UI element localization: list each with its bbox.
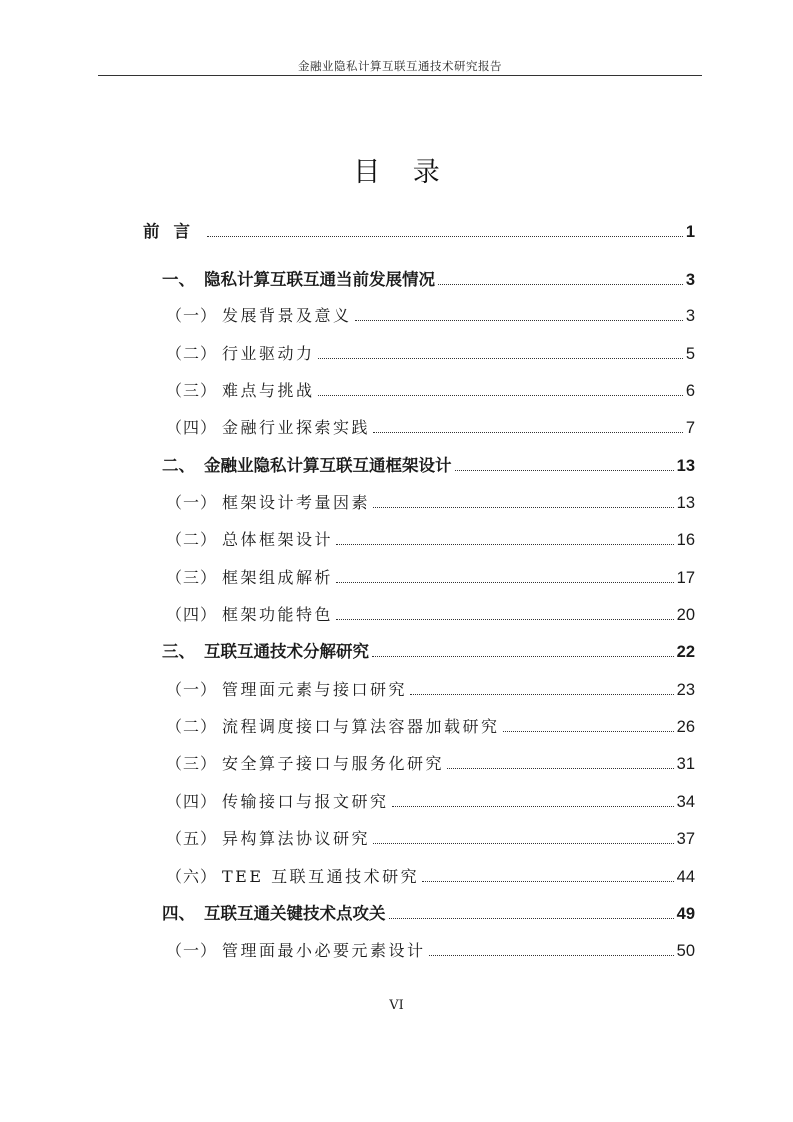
toc-entry-number: （一） <box>166 680 218 699</box>
toc-entry-label: 难点与挑战 <box>222 381 315 400</box>
toc-entry-number: （四） <box>166 792 218 811</box>
toc-entry-label: 流程调度接口与算法容器加载研究 <box>222 717 500 736</box>
toc-entry[interactable] <box>0 377 793 401</box>
toc-entry[interactable] <box>0 825 793 849</box>
toc-entry-label: 金融业隐私计算互联互通框架设计 <box>204 456 452 475</box>
toc-title: 目 录 <box>353 157 452 188</box>
toc-entry-label: 金融行业探索实践 <box>222 418 371 437</box>
header-rule <box>98 75 702 76</box>
toc-entry-number: （二） <box>166 344 218 363</box>
toc-dot-leader <box>503 731 674 732</box>
toc-entry[interactable] <box>0 863 793 887</box>
toc-entry-number: 二、 <box>162 456 195 475</box>
toc-dot-leader <box>447 768 674 769</box>
toc-entry[interactable] <box>0 266 793 290</box>
toc-entry[interactable] <box>0 788 793 812</box>
toc-entry-number: 四、 <box>162 904 195 923</box>
toc-dot-leader <box>336 582 674 583</box>
toc-dot-leader <box>336 619 674 620</box>
toc-entry-page: 49 <box>676 905 695 923</box>
toc-entry-page: 17 <box>676 569 695 587</box>
toc-entry-page: 13 <box>676 457 695 475</box>
toc-entry[interactable] <box>0 676 793 700</box>
toc-dot-leader <box>438 284 683 285</box>
toc-entry-label: 发展背景及意义 <box>222 306 352 325</box>
toc-entry-label: TEE 互联互通技术研究 <box>222 867 420 886</box>
toc-entry[interactable] <box>0 340 793 364</box>
toc-dot-leader <box>389 918 674 919</box>
toc-dot-leader <box>372 656 674 657</box>
toc-entry[interactable] <box>0 489 793 513</box>
toc-dot-leader <box>207 236 683 237</box>
toc-entry-page: 37 <box>676 830 695 848</box>
toc-entry-label: 隐私计算互联互通当前发展情况 <box>204 270 435 289</box>
toc-entry-number: （三） <box>166 381 218 400</box>
toc-entry-label: 前言 <box>143 222 204 241</box>
toc-dot-leader <box>373 432 683 433</box>
toc-entry-page: 3 <box>685 307 695 325</box>
toc-dot-leader <box>429 955 674 956</box>
toc-entry-label: 行业驱动力 <box>222 344 315 363</box>
toc-entry-label: 传输接口与报文研究 <box>222 792 389 811</box>
toc-dot-leader <box>373 843 674 844</box>
toc-entry-page: 5 <box>685 345 695 363</box>
toc-entry-number: （一） <box>166 941 218 960</box>
toc-entry-page: 6 <box>685 382 695 400</box>
page-number: VI <box>389 998 404 1013</box>
toc-dot-leader <box>355 320 683 321</box>
toc-entry-label: 总体框架设计 <box>222 530 334 549</box>
toc-entry-number: 三、 <box>162 642 195 661</box>
toc-entry[interactable] <box>0 414 793 438</box>
toc-entry-page: 31 <box>676 755 695 773</box>
toc-entry-label: 安全算子接口与服务化研究 <box>222 754 445 773</box>
toc-entry-page: 34 <box>676 793 695 811</box>
toc-entry[interactable] <box>0 601 793 625</box>
toc-entry-number: （五） <box>166 829 218 848</box>
toc-entry[interactable] <box>0 937 793 961</box>
toc-entry-number: （三） <box>166 568 218 587</box>
toc-entry-page: 20 <box>676 606 695 624</box>
toc-dot-leader <box>336 544 674 545</box>
toc-entry-label: 互联互通技术分解研究 <box>204 642 369 661</box>
toc-entry-page: 7 <box>685 419 695 437</box>
toc-entry-label: 互联互通关键技术点攻关 <box>204 904 386 923</box>
toc-entry-number: 一、 <box>162 270 195 289</box>
toc-entry-page: 3 <box>685 271 695 289</box>
toc-dot-leader <box>455 470 674 471</box>
toc-entry-number: （一） <box>166 493 218 512</box>
toc-dot-leader <box>318 358 683 359</box>
toc-entry[interactable] <box>0 452 793 476</box>
toc-entry-page: 16 <box>676 531 695 549</box>
toc-entry[interactable] <box>0 900 793 924</box>
toc-entry-label: 框架设计考量因素 <box>222 493 371 512</box>
toc-entry-label: 框架功能特色 <box>222 605 334 624</box>
toc-entry-page: 13 <box>676 494 695 512</box>
toc-dot-leader <box>392 806 674 807</box>
toc-entry-label: 管理面元素与接口研究 <box>222 680 408 699</box>
toc-entry-number: （六） <box>166 867 218 886</box>
toc-entry[interactable] <box>0 564 793 588</box>
toc-entry[interactable] <box>0 218 793 242</box>
running-header: 金融业隐私计算互联互通技术研究报告 <box>298 59 502 73</box>
toc-entry-page: 50 <box>676 942 695 960</box>
toc-entry-label: 框架组成解析 <box>222 568 334 587</box>
toc-entry-number: （三） <box>166 754 218 773</box>
toc-dot-leader <box>410 694 674 695</box>
toc-dot-leader <box>373 507 674 508</box>
toc-entry-page: 23 <box>676 681 695 699</box>
toc-entry-number: （二） <box>166 717 218 736</box>
toc-entry[interactable] <box>0 638 793 662</box>
toc-entry-page: 26 <box>676 718 695 736</box>
toc-dot-leader <box>422 881 674 882</box>
toc-entry-page: 44 <box>676 868 695 886</box>
toc-entry-number: （四） <box>166 605 218 624</box>
toc-entry-number: （二） <box>166 530 218 549</box>
toc-entry-number: （一） <box>166 306 218 325</box>
toc-entry-page: 1 <box>685 223 695 241</box>
toc-entry-page: 22 <box>676 643 695 661</box>
toc-entry[interactable] <box>0 750 793 774</box>
toc-entry[interactable] <box>0 713 793 737</box>
toc-dot-leader <box>318 395 683 396</box>
toc-entry-label: 异构算法协议研究 <box>222 829 371 848</box>
toc-entry-number: （四） <box>166 418 218 437</box>
toc-entry[interactable] <box>0 526 793 550</box>
toc-entry[interactable] <box>0 302 793 326</box>
toc-entry-label: 管理面最小必要元素设计 <box>222 941 426 960</box>
